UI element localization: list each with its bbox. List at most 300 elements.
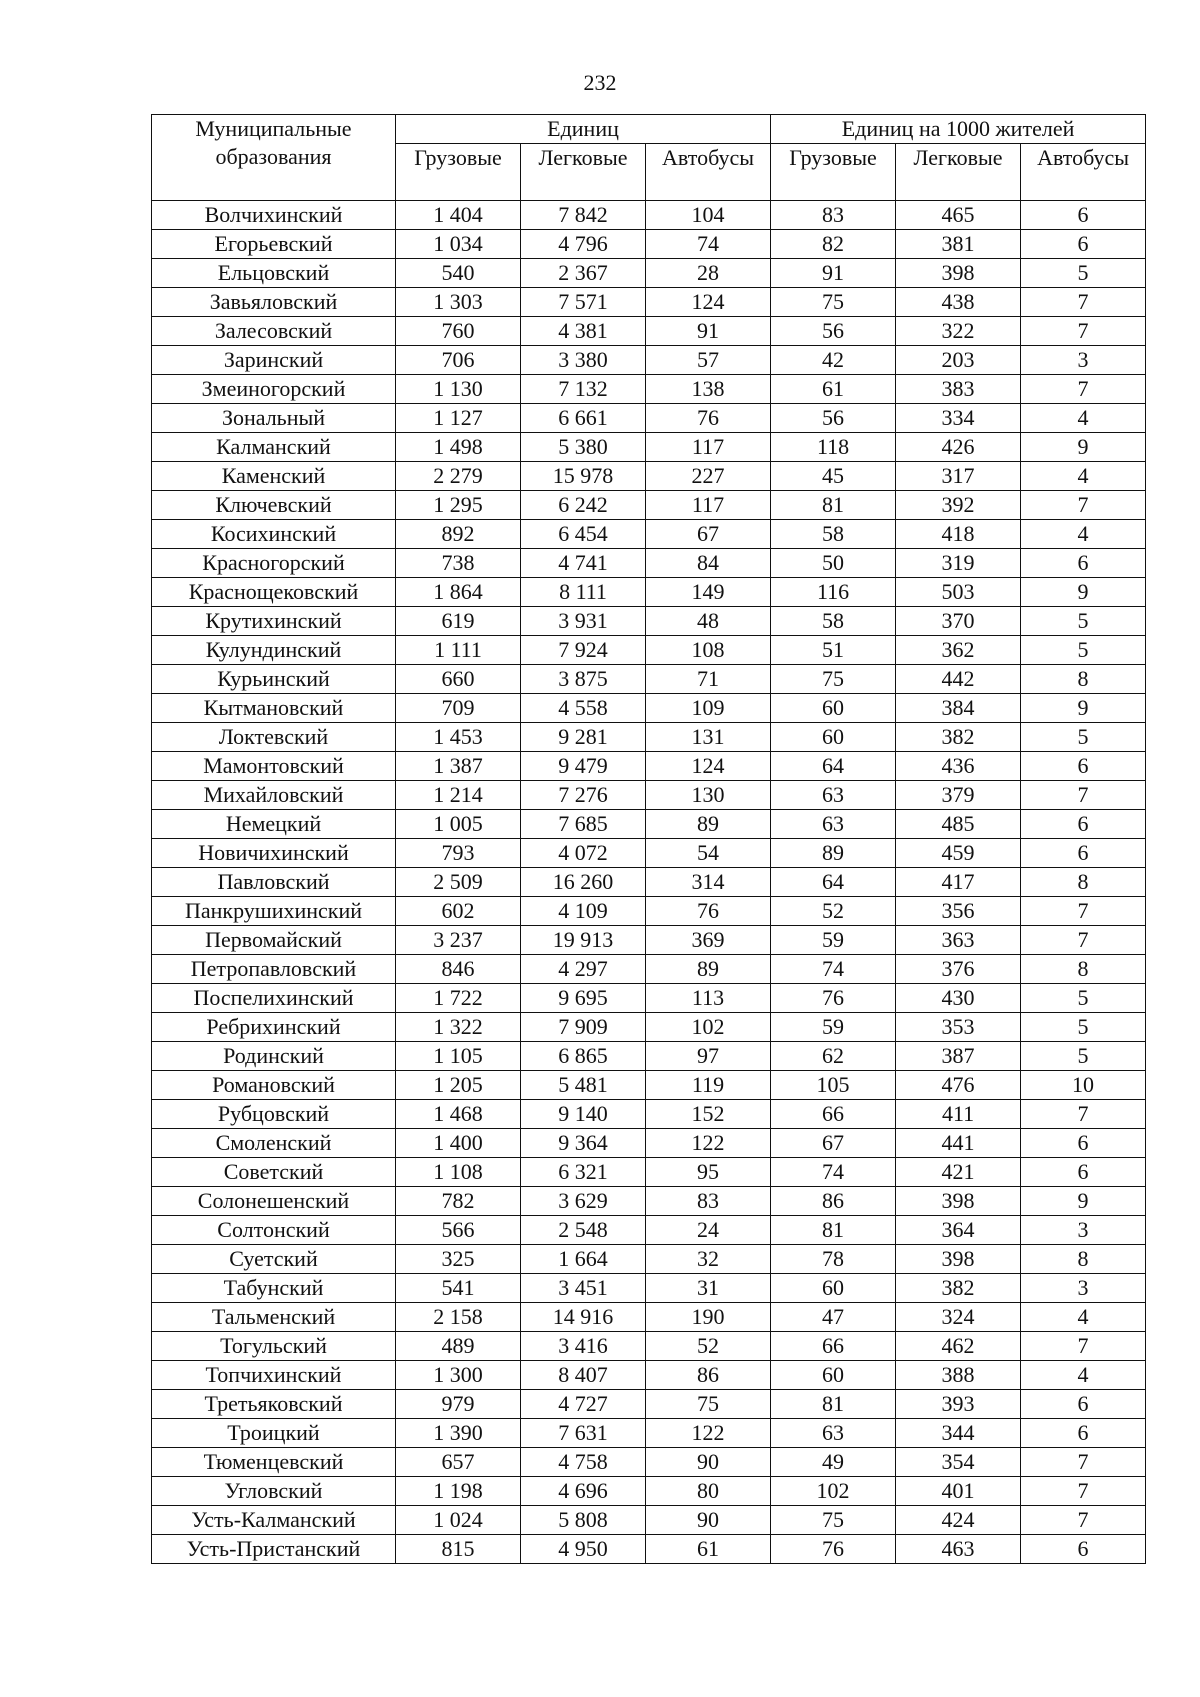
trucks-cell: 1 300 [396, 1361, 521, 1390]
buses-cell: 131 [646, 723, 771, 752]
buses-per-1000-cell: 9 [1021, 433, 1146, 462]
trucks-cell: 1 722 [396, 984, 521, 1013]
municipality-cell: Немецкий [152, 810, 396, 839]
buses-cell: 86 [646, 1361, 771, 1390]
table-row [152, 984, 1146, 1013]
table-row [152, 549, 1146, 578]
buses-cell: 97 [646, 1042, 771, 1071]
cars-per-1000-cell: 383 [896, 375, 1021, 404]
header-buses: Автобусы [646, 144, 771, 201]
trucks-per-1000-cell: 91 [771, 259, 896, 288]
cars-per-1000-cell: 398 [896, 259, 1021, 288]
trucks-cell: 1 130 [396, 375, 521, 404]
buses-per-1000-cell: 6 [1021, 230, 1146, 259]
table-row [152, 1158, 1146, 1187]
header-buses-per-1000: Автобусы [1021, 144, 1146, 201]
cars-cell: 9 364 [521, 1129, 646, 1158]
buses-cell: 67 [646, 520, 771, 549]
table-row [152, 404, 1146, 433]
table-row [152, 1477, 1146, 1506]
cars-cell: 2 367 [521, 259, 646, 288]
municipality-cell: Волчихинский [152, 201, 396, 230]
cars-cell: 8 111 [521, 578, 646, 607]
trucks-per-1000-cell: 58 [771, 607, 896, 636]
cars-per-1000-cell: 441 [896, 1129, 1021, 1158]
trucks-per-1000-cell: 75 [771, 665, 896, 694]
municipality-cell: Поспелихинский [152, 984, 396, 1013]
trucks-cell: 2 509 [396, 868, 521, 897]
buses-cell: 52 [646, 1332, 771, 1361]
trucks-cell: 782 [396, 1187, 521, 1216]
table-row [152, 346, 1146, 375]
trucks-cell: 1 005 [396, 810, 521, 839]
trucks-per-1000-cell: 86 [771, 1187, 896, 1216]
municipality-cell: Рубцовский [152, 1100, 396, 1129]
cars-per-1000-cell: 363 [896, 926, 1021, 955]
table-row [152, 259, 1146, 288]
municipality-cell: Локтевский [152, 723, 396, 752]
municipality-cell: Павловский [152, 868, 396, 897]
trucks-cell: 1 303 [396, 288, 521, 317]
cars-per-1000-cell: 401 [896, 1477, 1021, 1506]
trucks-per-1000-cell: 116 [771, 578, 896, 607]
cars-per-1000-cell: 387 [896, 1042, 1021, 1071]
buses-cell: 24 [646, 1216, 771, 1245]
trucks-cell: 657 [396, 1448, 521, 1477]
cars-per-1000-cell: 393 [896, 1390, 1021, 1419]
buses-cell: 102 [646, 1013, 771, 1042]
buses-cell: 149 [646, 578, 771, 607]
buses-cell: 117 [646, 491, 771, 520]
cars-cell: 5 808 [521, 1506, 646, 1535]
cars-per-1000-cell: 381 [896, 230, 1021, 259]
trucks-per-1000-cell: 60 [771, 723, 896, 752]
table-row [152, 462, 1146, 491]
trucks-cell: 566 [396, 1216, 521, 1245]
cars-cell: 1 664 [521, 1245, 646, 1274]
trucks-cell: 1 404 [396, 201, 521, 230]
cars-per-1000-cell: 398 [896, 1187, 1021, 1216]
buses-per-1000-cell: 4 [1021, 1361, 1146, 1390]
buses-per-1000-cell: 10 [1021, 1071, 1146, 1100]
cars-cell: 9 695 [521, 984, 646, 1013]
buses-per-1000-cell: 4 [1021, 462, 1146, 491]
cars-per-1000-cell: 503 [896, 578, 1021, 607]
municipality-cell: Троицкий [152, 1419, 396, 1448]
buses-cell: 32 [646, 1245, 771, 1274]
cars-cell: 3 875 [521, 665, 646, 694]
buses-per-1000-cell: 9 [1021, 694, 1146, 723]
buses-per-1000-cell: 6 [1021, 201, 1146, 230]
buses-per-1000-cell: 6 [1021, 1390, 1146, 1419]
trucks-cell: 706 [396, 346, 521, 375]
buses-per-1000-cell: 7 [1021, 1448, 1146, 1477]
table-row [152, 1042, 1146, 1071]
buses-per-1000-cell: 7 [1021, 375, 1146, 404]
cars-cell: 3 416 [521, 1332, 646, 1361]
cars-per-1000-cell: 384 [896, 694, 1021, 723]
trucks-per-1000-cell: 45 [771, 462, 896, 491]
buses-per-1000-cell: 5 [1021, 723, 1146, 752]
cars-cell: 6 865 [521, 1042, 646, 1071]
header-cars-per-1000: Легковые [896, 144, 1021, 201]
buses-cell: 31 [646, 1274, 771, 1303]
buses-cell: 28 [646, 259, 771, 288]
municipality-cell: Петропавловский [152, 955, 396, 984]
buses-per-1000-cell: 5 [1021, 1042, 1146, 1071]
trucks-cell: 325 [396, 1245, 521, 1274]
buses-cell: 83 [646, 1187, 771, 1216]
municipality-cell: Новичихинский [152, 839, 396, 868]
municipality-cell: Михайловский [152, 781, 396, 810]
trucks-per-1000-cell: 52 [771, 897, 896, 926]
cars-cell: 9 140 [521, 1100, 646, 1129]
cars-cell: 4 796 [521, 230, 646, 259]
table-row [152, 694, 1146, 723]
buses-per-1000-cell: 8 [1021, 1245, 1146, 1274]
buses-per-1000-cell: 7 [1021, 1477, 1146, 1506]
cars-cell: 7 685 [521, 810, 646, 839]
trucks-cell: 1 105 [396, 1042, 521, 1071]
cars-cell: 4 696 [521, 1477, 646, 1506]
trucks-cell: 1 498 [396, 433, 521, 462]
trucks-cell: 1 453 [396, 723, 521, 752]
cars-per-1000-cell: 438 [896, 288, 1021, 317]
trucks-cell: 2 279 [396, 462, 521, 491]
cars-per-1000-cell: 398 [896, 1245, 1021, 1274]
municipality-cell: Суетский [152, 1245, 396, 1274]
trucks-per-1000-cell: 61 [771, 375, 896, 404]
cars-cell: 5 380 [521, 433, 646, 462]
municipality-cell: Ельцовский [152, 259, 396, 288]
table-row [152, 636, 1146, 665]
trucks-per-1000-cell: 58 [771, 520, 896, 549]
trucks-per-1000-cell: 59 [771, 1013, 896, 1042]
buses-per-1000-cell: 3 [1021, 346, 1146, 375]
table-row [152, 1100, 1146, 1129]
buses-cell: 227 [646, 462, 771, 491]
municipality-cell: Калманский [152, 433, 396, 462]
buses-per-1000-cell: 7 [1021, 897, 1146, 926]
buses-per-1000-cell: 4 [1021, 520, 1146, 549]
vehicles-table [151, 114, 1146, 1564]
trucks-per-1000-cell: 60 [771, 694, 896, 723]
municipality-cell: Тальменский [152, 1303, 396, 1332]
buses-cell: 109 [646, 694, 771, 723]
table-row [152, 868, 1146, 897]
trucks-cell: 1 108 [396, 1158, 521, 1187]
cars-cell: 3 931 [521, 607, 646, 636]
buses-per-1000-cell: 6 [1021, 1419, 1146, 1448]
municipality-cell: Завьяловский [152, 288, 396, 317]
trucks-per-1000-cell: 51 [771, 636, 896, 665]
cars-cell: 7 571 [521, 288, 646, 317]
buses-per-1000-cell: 7 [1021, 926, 1146, 955]
table-body [152, 201, 1146, 1564]
table-row [152, 665, 1146, 694]
buses-cell: 71 [646, 665, 771, 694]
cars-per-1000-cell: 421 [896, 1158, 1021, 1187]
cars-per-1000-cell: 362 [896, 636, 1021, 665]
municipality-cell: Усть-Пристанский [152, 1535, 396, 1564]
table-row [152, 1303, 1146, 1332]
buses-cell: 76 [646, 897, 771, 926]
trucks-per-1000-cell: 63 [771, 810, 896, 839]
trucks-per-1000-cell: 60 [771, 1274, 896, 1303]
municipality-cell: Ключевский [152, 491, 396, 520]
municipality-cell: Угловский [152, 1477, 396, 1506]
municipality-cell: Смоленский [152, 1129, 396, 1158]
cars-per-1000-cell: 462 [896, 1332, 1021, 1361]
trucks-per-1000-cell: 76 [771, 984, 896, 1013]
cars-per-1000-cell: 354 [896, 1448, 1021, 1477]
trucks-per-1000-cell: 56 [771, 404, 896, 433]
cars-per-1000-cell: 353 [896, 1013, 1021, 1042]
buses-per-1000-cell: 6 [1021, 1535, 1146, 1564]
cars-per-1000-cell: 463 [896, 1535, 1021, 1564]
trucks-cell: 815 [396, 1535, 521, 1564]
buses-cell: 84 [646, 549, 771, 578]
municipality-cell: Советский [152, 1158, 396, 1187]
buses-cell: 314 [646, 868, 771, 897]
municipality-cell: Косихинский [152, 520, 396, 549]
cars-per-1000-cell: 317 [896, 462, 1021, 491]
cars-cell: 6 321 [521, 1158, 646, 1187]
cars-cell: 5 481 [521, 1071, 646, 1100]
table-row [152, 1245, 1146, 1274]
table-row [152, 1216, 1146, 1245]
buses-cell: 113 [646, 984, 771, 1013]
buses-per-1000-cell: 9 [1021, 1187, 1146, 1216]
municipality-cell: Тогульский [152, 1332, 396, 1361]
trucks-per-1000-cell: 62 [771, 1042, 896, 1071]
trucks-cell: 1 864 [396, 578, 521, 607]
table-row [152, 897, 1146, 926]
trucks-per-1000-cell: 76 [771, 1535, 896, 1564]
trucks-per-1000-cell: 63 [771, 1419, 896, 1448]
buses-cell: 190 [646, 1303, 771, 1332]
cars-per-1000-cell: 344 [896, 1419, 1021, 1448]
table-row [152, 578, 1146, 607]
buses-per-1000-cell: 7 [1021, 781, 1146, 810]
table-row [152, 230, 1146, 259]
table-row [152, 1071, 1146, 1100]
trucks-per-1000-cell: 74 [771, 955, 896, 984]
cars-per-1000-cell: 436 [896, 752, 1021, 781]
buses-cell: 95 [646, 1158, 771, 1187]
trucks-cell: 1 127 [396, 404, 521, 433]
trucks-cell: 793 [396, 839, 521, 868]
trucks-cell: 846 [396, 955, 521, 984]
buses-per-1000-cell: 8 [1021, 868, 1146, 897]
cars-per-1000-cell: 324 [896, 1303, 1021, 1332]
trucks-cell: 1 468 [396, 1100, 521, 1129]
cars-cell: 4 558 [521, 694, 646, 723]
buses-per-1000-cell: 6 [1021, 752, 1146, 781]
table-row [152, 1361, 1146, 1390]
cars-cell: 9 479 [521, 752, 646, 781]
buses-per-1000-cell: 7 [1021, 288, 1146, 317]
table-row [152, 1506, 1146, 1535]
trucks-cell: 1 387 [396, 752, 521, 781]
buses-per-1000-cell: 7 [1021, 1100, 1146, 1129]
cars-per-1000-cell: 411 [896, 1100, 1021, 1129]
cars-per-1000-cell: 485 [896, 810, 1021, 839]
cars-per-1000-cell: 424 [896, 1506, 1021, 1535]
municipality-cell: Егорьевский [152, 230, 396, 259]
buses-per-1000-cell: 9 [1021, 578, 1146, 607]
cars-cell: 2 548 [521, 1216, 646, 1245]
cars-cell: 4 072 [521, 839, 646, 868]
municipality-cell: Крутихинский [152, 607, 396, 636]
buses-cell: 108 [646, 636, 771, 665]
buses-per-1000-cell: 4 [1021, 1303, 1146, 1332]
header-trucks: Грузовые [396, 144, 521, 201]
cars-cell: 4 727 [521, 1390, 646, 1419]
buses-cell: 369 [646, 926, 771, 955]
buses-per-1000-cell: 5 [1021, 607, 1146, 636]
cars-per-1000-cell: 376 [896, 955, 1021, 984]
header-trucks-per-1000: Грузовые [771, 144, 896, 201]
buses-cell: 76 [646, 404, 771, 433]
cars-cell: 7 909 [521, 1013, 646, 1042]
buses-cell: 57 [646, 346, 771, 375]
buses-per-1000-cell: 7 [1021, 1506, 1146, 1535]
cars-per-1000-cell: 203 [896, 346, 1021, 375]
cars-cell: 7 631 [521, 1419, 646, 1448]
header-group-per-1000: Единиц на 1000 жителей [771, 115, 1146, 144]
trucks-cell: 738 [396, 549, 521, 578]
cars-cell: 4 950 [521, 1535, 646, 1564]
table-row [152, 433, 1146, 462]
cars-cell: 3 380 [521, 346, 646, 375]
trucks-per-1000-cell: 102 [771, 1477, 896, 1506]
trucks-cell: 1 295 [396, 491, 521, 520]
trucks-cell: 619 [396, 607, 521, 636]
buses-cell: 74 [646, 230, 771, 259]
trucks-cell: 892 [396, 520, 521, 549]
trucks-cell: 1 111 [396, 636, 521, 665]
table-row [152, 1419, 1146, 1448]
table-row [152, 1390, 1146, 1419]
table-row [152, 201, 1146, 230]
cars-cell: 6 454 [521, 520, 646, 549]
cars-per-1000-cell: 417 [896, 868, 1021, 897]
trucks-per-1000-cell: 50 [771, 549, 896, 578]
header-municipality: Муниципальные образования [152, 115, 396, 201]
table-row [152, 926, 1146, 955]
buses-per-1000-cell: 3 [1021, 1216, 1146, 1245]
cars-cell: 3 629 [521, 1187, 646, 1216]
trucks-cell: 541 [396, 1274, 521, 1303]
buses-per-1000-cell: 7 [1021, 491, 1146, 520]
cars-cell: 4 741 [521, 549, 646, 578]
trucks-cell: 489 [396, 1332, 521, 1361]
trucks-per-1000-cell: 89 [771, 839, 896, 868]
municipality-cell: Солонешенский [152, 1187, 396, 1216]
table-row [152, 491, 1146, 520]
cars-per-1000-cell: 356 [896, 897, 1021, 926]
trucks-per-1000-cell: 74 [771, 1158, 896, 1187]
municipality-cell: Табунский [152, 1274, 396, 1303]
municipality-cell: Панкрушихинский [152, 897, 396, 926]
municipality-cell: Третьяковский [152, 1390, 396, 1419]
trucks-per-1000-cell: 47 [771, 1303, 896, 1332]
buses-per-1000-cell: 6 [1021, 810, 1146, 839]
cars-cell: 15 978 [521, 462, 646, 491]
buses-cell: 90 [646, 1448, 771, 1477]
buses-cell: 91 [646, 317, 771, 346]
municipality-cell: Романовский [152, 1071, 396, 1100]
cars-cell: 3 451 [521, 1274, 646, 1303]
trucks-cell: 1 024 [396, 1506, 521, 1535]
cars-per-1000-cell: 322 [896, 317, 1021, 346]
page-number: 232 [583, 70, 617, 95]
cars-per-1000-cell: 442 [896, 665, 1021, 694]
cars-per-1000-cell: 364 [896, 1216, 1021, 1245]
trucks-per-1000-cell: 75 [771, 288, 896, 317]
cars-per-1000-cell: 334 [896, 404, 1021, 433]
trucks-per-1000-cell: 64 [771, 752, 896, 781]
cars-cell: 14 916 [521, 1303, 646, 1332]
trucks-cell: 1 214 [396, 781, 521, 810]
cars-per-1000-cell: 476 [896, 1071, 1021, 1100]
trucks-per-1000-cell: 81 [771, 1216, 896, 1245]
table-row [152, 839, 1146, 868]
buses-cell: 61 [646, 1535, 771, 1564]
table-row [152, 317, 1146, 346]
buses-cell: 90 [646, 1506, 771, 1535]
table-row [152, 955, 1146, 984]
municipality-cell: Усть-Калманский [152, 1506, 396, 1535]
trucks-per-1000-cell: 83 [771, 201, 896, 230]
trucks-per-1000-cell: 64 [771, 868, 896, 897]
cars-cell: 8 407 [521, 1361, 646, 1390]
cars-cell: 7 276 [521, 781, 646, 810]
buses-cell: 80 [646, 1477, 771, 1506]
buses-cell: 138 [646, 375, 771, 404]
table-row [152, 1332, 1146, 1361]
trucks-cell: 1 034 [396, 230, 521, 259]
trucks-per-1000-cell: 67 [771, 1129, 896, 1158]
trucks-per-1000-cell: 78 [771, 1245, 896, 1274]
trucks-cell: 1 390 [396, 1419, 521, 1448]
buses-per-1000-cell: 3 [1021, 1274, 1146, 1303]
trucks-per-1000-cell: 60 [771, 1361, 896, 1390]
cars-per-1000-cell: 426 [896, 433, 1021, 462]
municipality-cell: Родинский [152, 1042, 396, 1071]
cars-per-1000-cell: 418 [896, 520, 1021, 549]
buses-per-1000-cell: 5 [1021, 259, 1146, 288]
table-row [152, 781, 1146, 810]
trucks-cell: 660 [396, 665, 521, 694]
trucks-per-1000-cell: 81 [771, 491, 896, 520]
trucks-cell: 760 [396, 317, 521, 346]
cars-cell: 7 132 [521, 375, 646, 404]
buses-per-1000-cell: 6 [1021, 1129, 1146, 1158]
cars-cell: 7 842 [521, 201, 646, 230]
trucks-cell: 709 [396, 694, 521, 723]
cars-per-1000-cell: 319 [896, 549, 1021, 578]
table-row [152, 752, 1146, 781]
cars-per-1000-cell: 370 [896, 607, 1021, 636]
table-row [152, 1448, 1146, 1477]
table-row [152, 288, 1146, 317]
trucks-cell: 540 [396, 259, 521, 288]
buses-cell: 130 [646, 781, 771, 810]
header-cars: Легковые [521, 144, 646, 201]
table-row [152, 375, 1146, 404]
